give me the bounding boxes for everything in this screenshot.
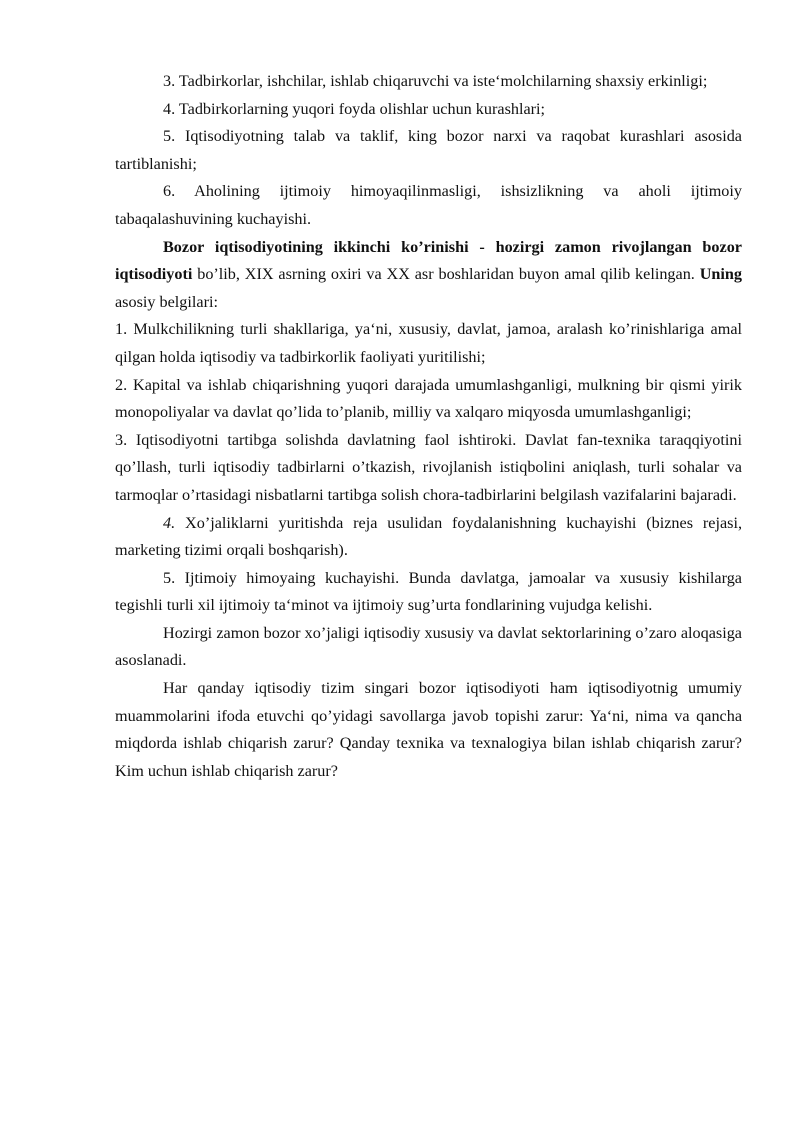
paragraph-sign-4 bbox=[115, 510, 742, 565]
italic-number-4: 4. bbox=[163, 513, 176, 532]
paragraph-feature-6: 6. Aholining ijtimoiy himoyaqilinmasligi, ishsizlikning va aholi ijtimoiy tabaqalashuvining kuchayishi. bbox=[115, 182, 742, 228]
bold-word-uning: Uning bbox=[699, 265, 742, 284]
paragraph-sign-2: 2. Kapital va ishlab chiqarishning yuqori darajada umumlashganligi, mulkning bir qismi yirik monopoliyalar va davlat qo’lida to’planib, milliy va xalqaro miqyosda umumlashganligi; bbox=[115, 375, 742, 422]
paragraph-modern-market-intro bbox=[115, 234, 742, 317]
paragraph-feature-4: 4. Tadbirkorlarning yuqori foyda olishlar uchun kurashlari; bbox=[163, 99, 546, 118]
paragraph-sign-5: 5. Ijtimoiy himoyaing kuchayishi. Bunda davlatga, jamoalar va xususiy kishilarga tegishli turli xil ijtimoiy ta‘minot va ijtimoiy sug’urta fondlarining vujudga kelishi. bbox=[115, 568, 742, 615]
paragraph-modern-economy: Hozirgi zamon bozor xo’jaligi iqtisodiy xususiy va davlat sektorlarining o’zaro aloqasiga asoslanadi. bbox=[115, 623, 742, 670]
bold-heading-modern-market: Bozor iqtisodiyotining ikkinchi ko’rinishi - hozirgi zamon rivojlangan bozor iqtisodiyoti bbox=[115, 237, 742, 284]
paragraph-feature-5: 5. Iqtisodiyotning talab va taklif, king bozor narxi va raqobat kurashlari asosida tartiblanishi; bbox=[115, 127, 742, 173]
paragraph-economic-questions: Har qanday iqtisodiy tizim singari bozor iqtisodiyoti ham iqtisodiyotnig umumiy muammolarini ifoda etuvchi qo’yidagi savollarga javob topishi zarur: Ya‘ni, nima va qancha miqdorda ishlab chiqarish zarur? Qanday texnika va texnalogiya bilan ishlab chiqarish zarur? Kim uchun ishlab chiqarish zarur? bbox=[115, 679, 742, 780]
paragraph-sign-3: 3. Iqtisodiyotni tartibga solishda davlatning faol ishtiroki. Davlat fan-texnika taraqqiyotini qo’llash, turli iqtisodiy tadbirlarni o’tkazish, rivojlanish istiqbolini aniqlash, turli sohalar va tarmoqlar o’rtasidagi nisbatlarni tartibga solish chora-tadbirlarini belgilash vazifalarini bajaradi. bbox=[115, 430, 742, 504]
document-page bbox=[115, 68, 742, 785]
intro-text-b: asosiy belgilari: bbox=[115, 292, 218, 311]
paragraph-feature-3: 3. Tadbirkorlar, ishchilar, ishlab chiqaruvchi va iste‘molchilarning shaxsiy erkinligi; bbox=[163, 72, 708, 90]
intro-text-a: bo’lib, XIX asrning oxiri va XX asr boshlaridan buyon amal qilib kelingan. bbox=[192, 265, 700, 284]
sign-4-text: Xo’jaliklarni yuritishda reja usulidan foydalanishning kuchayishi (biznes rejasi, marketing tizimi orqali boshqarish). bbox=[115, 513, 742, 560]
paragraph-sign-1: 1. Mulkchilikning turli shakllariga, ya‘ni, xususiy, davlat, jamoa, aralash ko’rinishlariga amal qilgan holda iqtisodiy va tadbirkorlik faoliyati yuritilishi; bbox=[115, 320, 742, 366]
